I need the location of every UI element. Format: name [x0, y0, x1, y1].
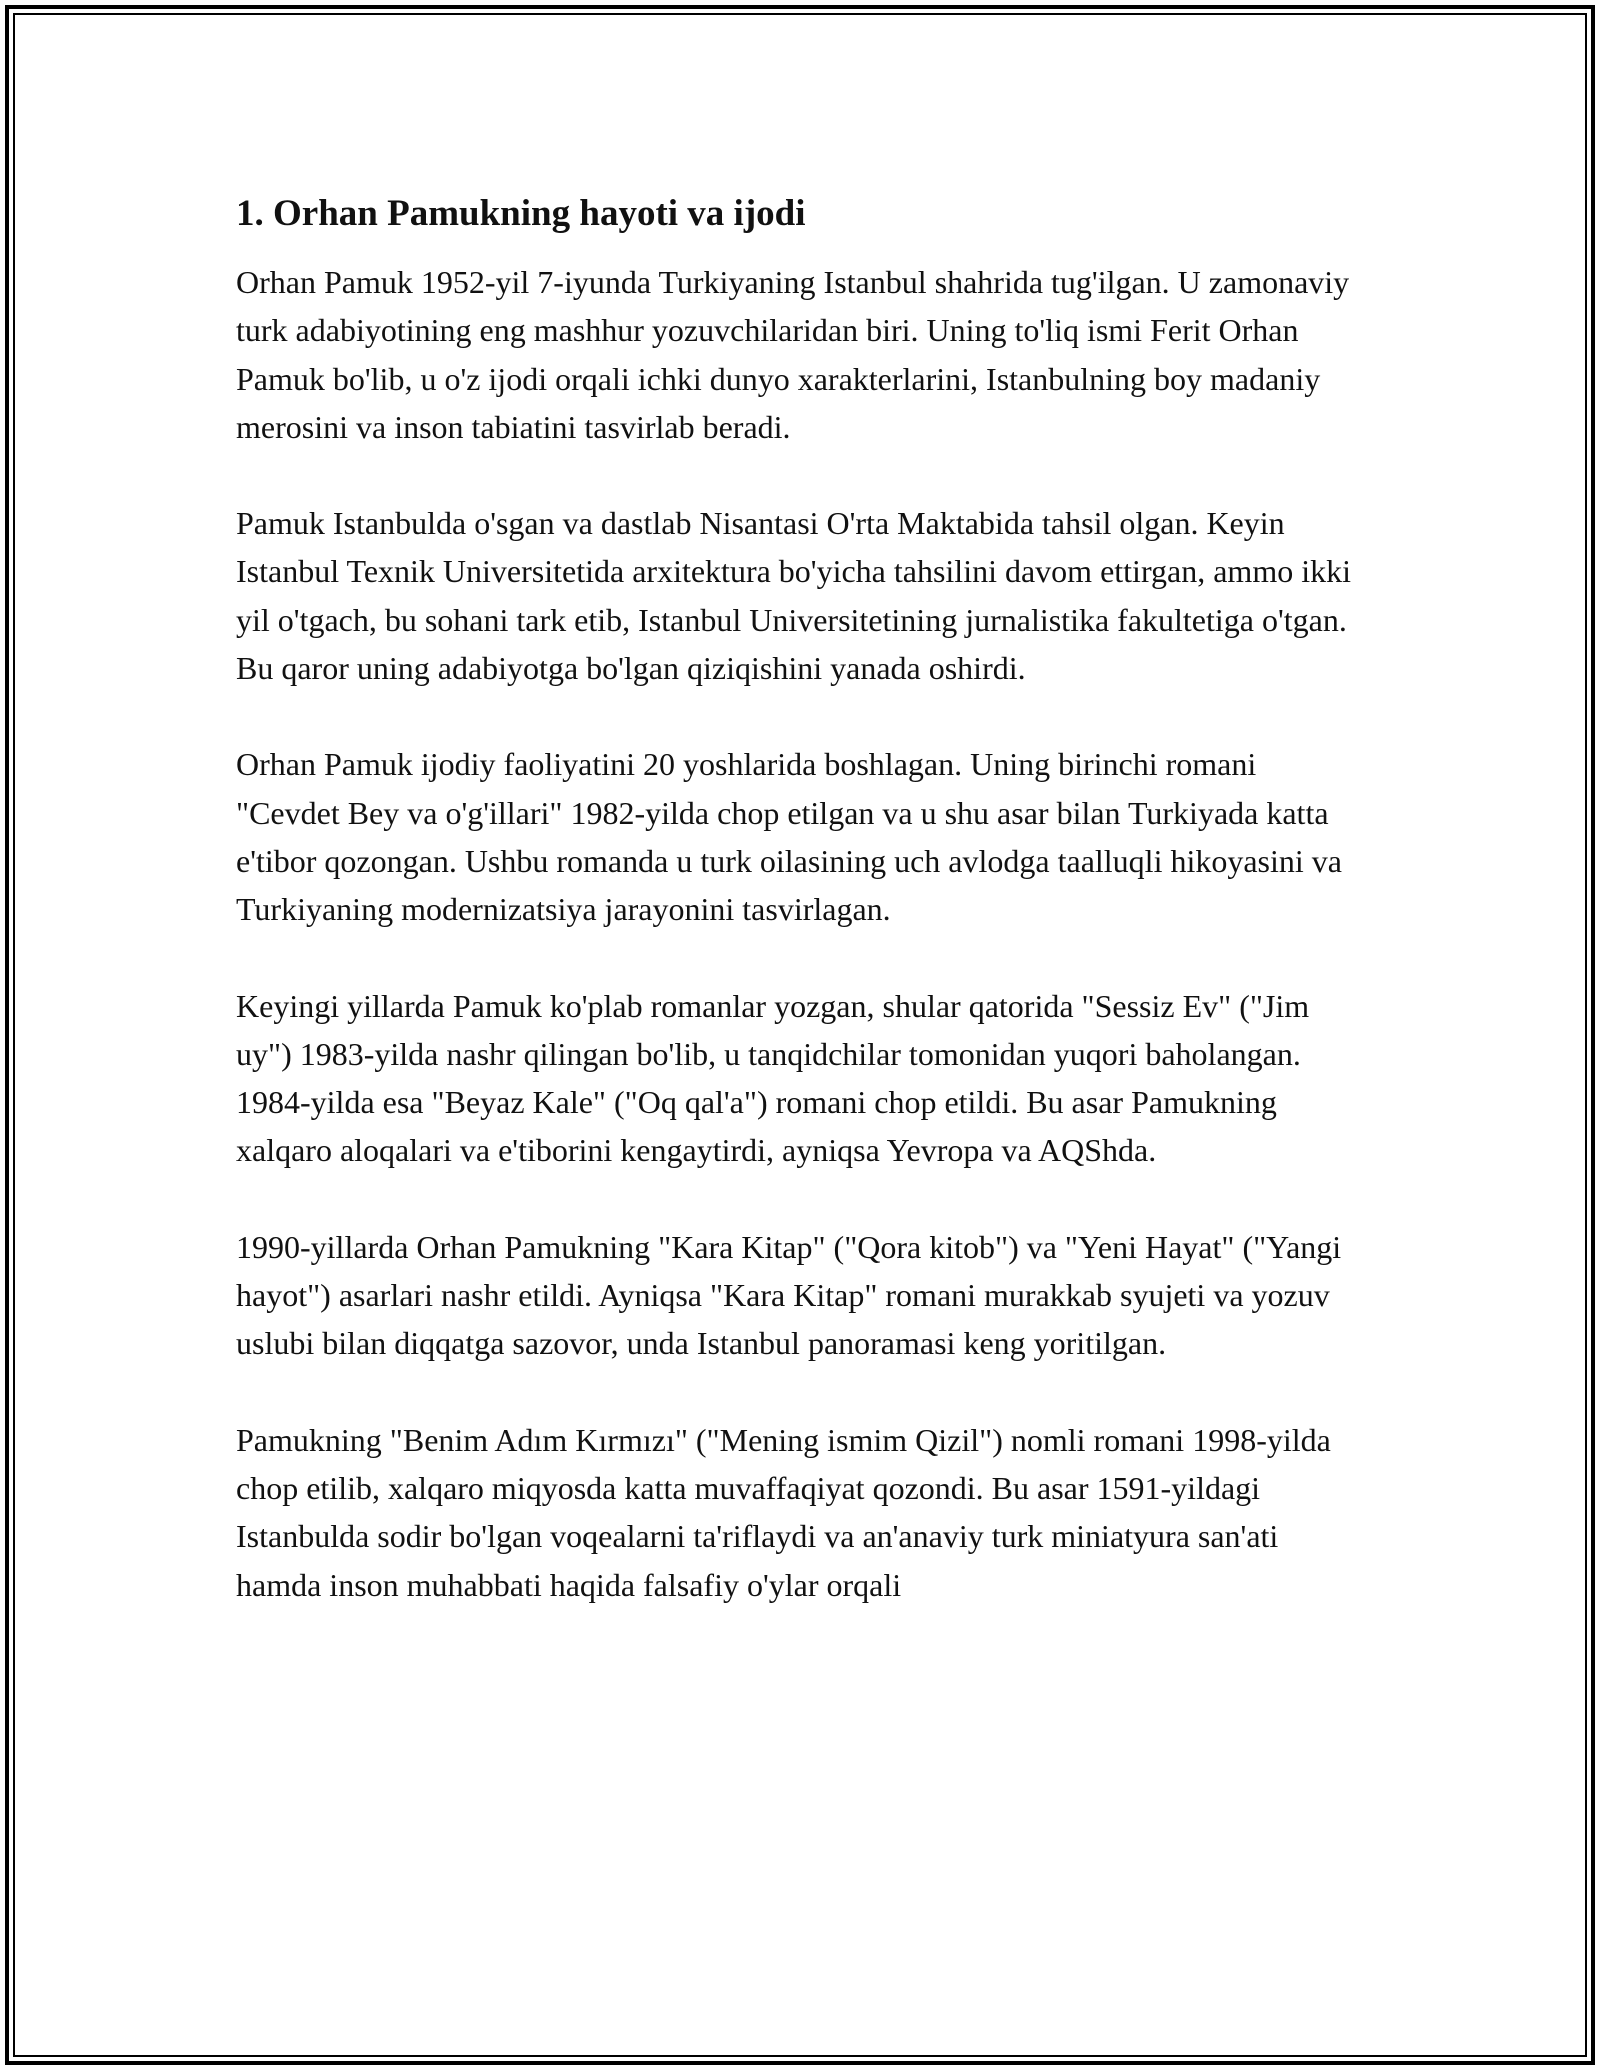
paragraph-3: Orhan Pamuk ijodiy faoliyatini 20 yoshlarida boshlagan. Uning birinchi romani "Cevdet Bey va o'g'illari" 1982-yilda chop etilgan va u shu asar bilan Turkiyada katta e'tibor qozongan. Ushbu romanda u turk oilasining uch avlodga taalluqli hikoyasini va Turkiyaning modernizatsiya jarayonini tasvirlagan.	[236, 746, 1342, 928]
paragraph-1: Orhan Pamuk 1952-yil 7-iyunda Turkiyaning Istanbul shahrida tug'ilgan. U zamonaviy turk adabiyotining eng mashhur yozuvchilaridan biri. Uning to'liq ismi Ferit Orhan Pamuk bo'lib, u o'z ijodi orqali ichki dunyo xarakterlarini, Istanbulning boy madaniy merosini va inson tabiatini tasvirlab beradi.	[236, 264, 1350, 445]
paragraph-6: Pamukning "Benim Adım Kırmızı" ("Mening ismim Qizil") nomli romani 1998-yilda chop etilib, xalqaro miqyosda katta muvaffaqiyat qozondi. Bu asar 1591-yildagi Istanbulda sodir bo'lgan voqealarni ta'riflaydi va an'anaviy turk miniatyura san'ati hamda inson muhabbati haqida falsafiy o'ylar orqali	[236, 1421, 1331, 1603]
paragraph-5: 1990-yillarda Orhan Pamukning "Kara Kitap" ("Qora kitob") va "Yeni Hayat" ("Yangi hayot") asarlari nashr etildi. Ayniqsa "Kara Kitap" romani murakkab syujeti va yozuv uslubi bilan diqqatga sazovor, unda Istanbul panoramasi keng yoritilgan.	[236, 1228, 1342, 1362]
paragraph-4: Keyingi yillarda Pamuk ko'plab romanlar yozgan, shular qatorida "Sessiz Ev" ("Jim uy") 1983-yilda nashr qilingan bo'lib, u tanqidchilar tomonidan yuqori baholangan. 1984-yilda esa "Beyaz Kale" ("Oq qal'a") romani chop etildi. Bu asar Pamukning xalqaro aloqalari va e'tiborini kengaytirdi, ayniqsa Yevropa va AQShda.	[236, 987, 1310, 1169]
document-body	[236, 186, 1366, 1657]
paragraph-2: Pamuk Istanbulda o'sgan va dastlab Nisantasi O'rta Maktabida tahsil olgan. Keyin Istanbul Texnik Universitetida arxitektura bo'yicha tahsilini davom ettirgan, ammo ikki yil o'tgach, bu sohani tark etib, Istanbul Universitetining jurnalistika fakultetiga o'tgan. Bu qaror uning adabiyotga bo'lgan qiziqishini yanada oshirdi.	[236, 505, 1351, 687]
section-heading: 1. Orhan Pamukning hayoti va ijodi	[236, 193, 806, 234]
